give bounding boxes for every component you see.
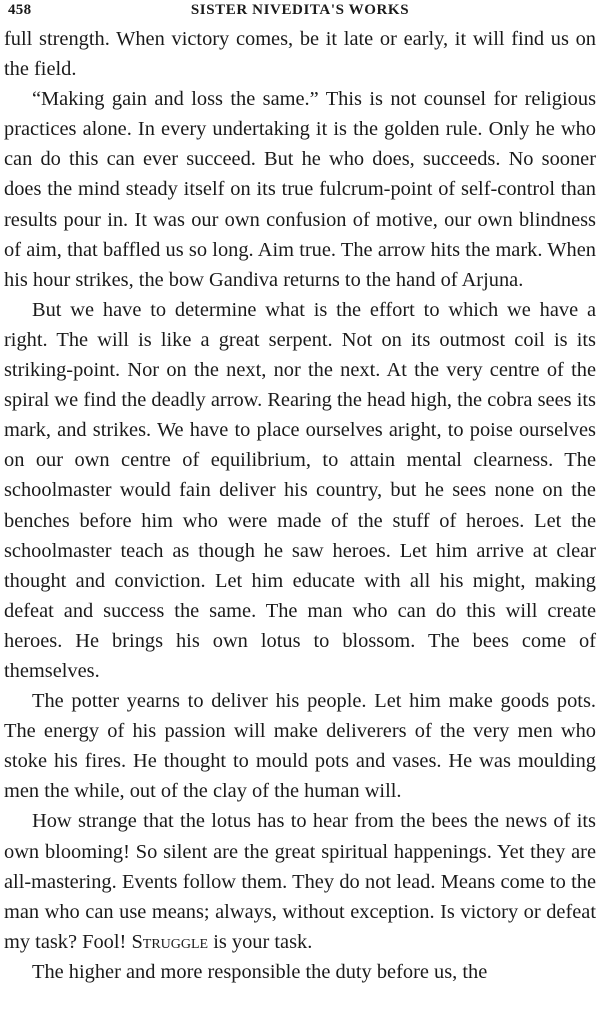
paragraph-text: How strange that the lotus has to hear from the bees the news of its own blooming! So silent are the great spiritual happenings. Yet they are all-mastering. Events follow them. They do not lead. Means come to the man who can use means; always, without exception. Is victory or defeat my task? Fool! [4,810,596,953]
paragraph [4,806,596,956]
paragraph-text: is your task. [208,930,313,953]
small-caps-word: Struggle [131,930,209,953]
paragraph: The potter yearns to deliver his people. Let him make goods pots. The energy of his passion will make deliverers of the very men who stoke his fires. He thought to mould pots and vases. He was moulding men the while, out of the clay of the human will. [4,690,596,803]
page-number: 458 [8,2,32,18]
page-header [4,0,596,22]
paragraph-continuation: full strength. When victory comes, be it late or early, it will find us on the field. [4,28,596,81]
running-title: SISTER NIVEDITA'S WORKS [190,2,410,18]
paragraph: “Making gain and loss the same.” This is not counsel for religious practices alone. In every undertaking it is the golden rule. Only he who can do this can ever succeed. But he who does, succeeds. No sooner does the mind steady itself on its true fulcrum-point of self-control than results pour in. It was our own confusion of motive, our own blindness of aim, that baffled us so long. Aim true. The arrow hits the mark. When his hour strikes, the bow Gandiva returns to the hand of Arjuna. [4,88,596,291]
body-text [4,24,596,987]
paragraph: But we have to determine what is the effort to which we have a right. The will is like a great serpent. Not on its outmost coil is its striking-point. Nor on the next, nor the next. At the very centre of the spiral we find the deadly arrow. Rearing the head high, the cobra sees its mark, and strikes. We have to place ourselves aright, to poise ourselves on our own centre of equilibrium, to attain mental clearness. The schoolmaster would fain deliver his country, but he sees none on the benches before him who were made of the stuff of heroes. Let the schoolmaster teach as though he saw heroes. Let him arrive at clear thought and conviction. Let him educate with all his might, making defeat and success the same. The man who can do this will create heroes. He brings his own lotus to blossom. The bees come of themselves. [4,298,596,682]
paragraph-final: The higher and more responsible the duty before us, the [32,960,488,983]
